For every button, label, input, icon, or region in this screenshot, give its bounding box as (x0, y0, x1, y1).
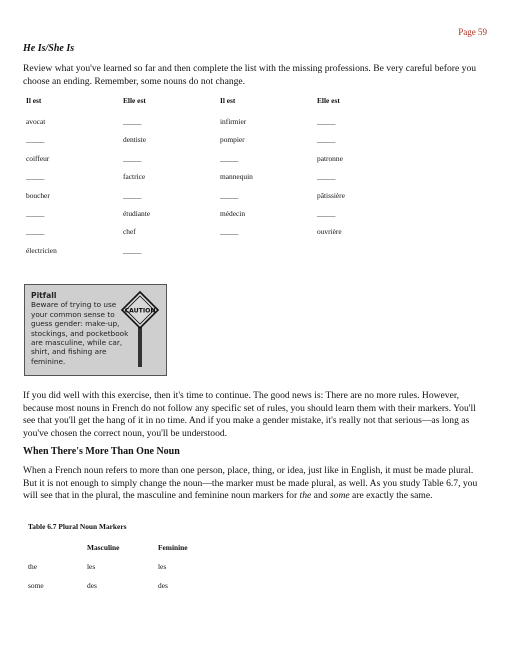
exercise-cell: _____ (317, 117, 336, 126)
table-cell: some (28, 581, 44, 590)
exercise-cell: _____ (123, 117, 142, 126)
exercise-cell: avocat (26, 117, 46, 126)
paragraph-continue: If you did well with this exercise, then it's time to continue. The good news is: There are no more rules. However, because most nouns in French do not follow any specific set of rules, you should learn them with their markers. You'll see that you'll get the hang of it in no time. And if you make a gender mistake, it's really not that serious—as long as you've chosen the correct noun, you'll be understood. (23, 390, 476, 439)
table-cell: the (28, 562, 38, 571)
paragraph-plural-text: are exactly the same. (349, 490, 433, 501)
caution-sign-text: CAUTION (124, 307, 156, 315)
table-header (28, 543, 87, 562)
exercise-cell: _____ (26, 172, 45, 182)
exercise-row (26, 209, 416, 227)
plural-markers-table (28, 543, 218, 600)
exercise-header: Elle est (317, 96, 340, 105)
table-cell: des (87, 581, 97, 590)
exercise-cell: _____ (317, 172, 336, 182)
page-number: Page 59 (458, 27, 487, 37)
exercise-header: Elle est (123, 96, 146, 105)
table-header: Feminine (158, 543, 188, 552)
exercise-row (26, 117, 416, 135)
table-cell: des (158, 581, 168, 590)
exercise-cell: _____ (123, 153, 142, 163)
exercise-cell: boucher (26, 190, 50, 200)
emphasis-some: some (329, 490, 350, 501)
exercise-cell: patronne (317, 153, 343, 163)
pitfall-title: Pitfall (31, 291, 57, 300)
table-header: Masculine (87, 543, 120, 552)
exercise-cell: pompier (220, 135, 245, 145)
exercise-cell: ouvrière (317, 227, 342, 237)
exercise-cell: dentiste (123, 135, 146, 145)
exercise-cell: _____ (220, 190, 239, 200)
exercise-cell: _____ (220, 227, 239, 237)
section-title: He Is/She Is (23, 43, 75, 54)
section-heading-plural: When There's More Than One Noun (23, 446, 180, 457)
exercise-table (26, 96, 416, 264)
exercise-cell: _____ (26, 135, 45, 145)
exercise-cell: _____ (26, 208, 45, 218)
exercise-row (26, 246, 416, 264)
paragraph-plural (23, 465, 489, 503)
exercise-cell: _____ (220, 153, 239, 163)
exercise-cell: coiffeur (26, 153, 50, 163)
pitfall-text (31, 291, 131, 366)
exercise-row (26, 135, 416, 153)
exercise-cell: _____ (123, 190, 142, 200)
emphasis-the: the (299, 490, 312, 501)
table-row (28, 581, 218, 600)
table-row (28, 562, 218, 581)
exercise-row (26, 154, 416, 172)
table-cell: les (87, 562, 96, 571)
exercise-cell: électricien (26, 245, 57, 255)
exercise-cell: _____ (26, 227, 45, 237)
exercise-row (26, 172, 416, 190)
exercise-header-row (26, 96, 416, 117)
exercise-cell: mannequin (220, 172, 253, 182)
exercise-header: Il est (26, 96, 42, 105)
exercise-row (26, 227, 416, 245)
exercise-header: Il est (220, 96, 236, 105)
exercise-cell: infirmier (220, 117, 247, 126)
exercise-cell: _____ (317, 208, 336, 218)
exercise-cell: factrice (123, 172, 146, 182)
caution-sign-icon (119, 289, 161, 369)
exercise-row (26, 191, 416, 209)
pitfall-body: Beware of trying to use your common sense to guess gender: make-up, stockings, and pocketbook are masculine, while car, shirt, and fishing are feminine. (31, 300, 129, 366)
table-header-row (28, 543, 218, 562)
paragraph-plural-text: and (311, 490, 330, 501)
exercise-cell: chef (123, 227, 136, 237)
table-cell: les (158, 562, 167, 571)
exercise-cell: pâtissière (317, 190, 345, 200)
table-title: Table 6.7 Plural Noun Markers (28, 522, 127, 531)
pitfall-box (24, 284, 167, 376)
paragraph-plural-text: When a French noun refers to more than one person, place, thing, or idea, just like in English, it must be made plural. But it is not enough to simply change the noun—the marker must be made plural, as well. As you study Table 6.7, you will see that in the plural, the masculine and feminine noun markers for (23, 465, 478, 501)
intro-paragraph: Review what you've learned so far and then complete the list with the missing professions. Be very careful before you choose an ending. Remember, some nouns do not change. (23, 63, 477, 87)
exercise-cell: _____ (317, 135, 336, 145)
exercise-cell: étudiante (123, 208, 151, 218)
exercise-cell: _____ (123, 245, 142, 255)
exercise-cell: médecin (220, 208, 246, 218)
